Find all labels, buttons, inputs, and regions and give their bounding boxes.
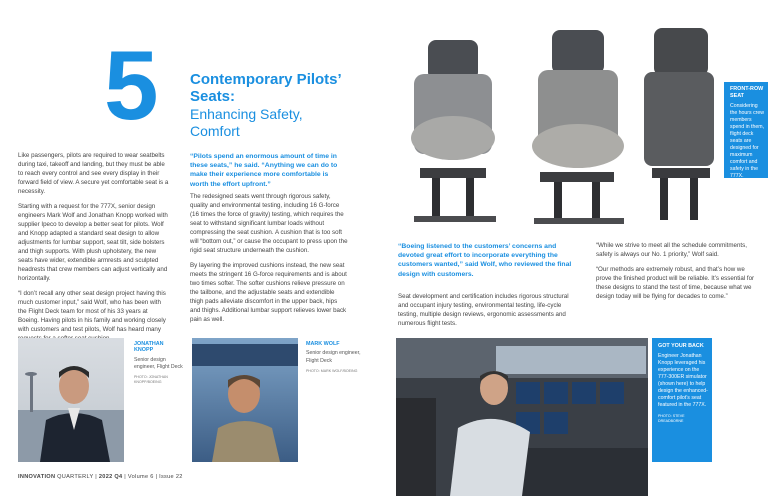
left-column [18,152,170,350]
middle-paragraph-1: The redesigned seats went through rigorous safety, quality and environmental testing, including 16 G-force (16 times the force of gravity) testing, which requires the seat to withstand significant lumbar loads without compressing the seat cushion. A cushion that is too soft will “bottom out,” or cause the occupant to press upon the rigid seat structure underneath the cushion. [190,193,348,254]
left-paragraph-1: Like passengers, pilots are required to wear seatbelts during taxi, takeoff and landing, but they must be able to reach every control and see every display in their forward field of view. A secure yet comfortable seat is a necessity. [18,152,169,195]
sidebar-body: Engineer Jonathan Knopp leveraged his experience on the 777-300ER simulator (shown here) to help design the enhanced-comfort pilot’s seat featured in the 777X. [658,352,708,408]
sidebar-front-row-seat [724,82,768,189]
pull-quote-2: “Boeing listened to the customers’ concerns and devoted great effort to incorporate everything the customers wanted,” said Wolf, who reviewed the final design with customers. [398,243,572,278]
right-paragraph-3: “Our methods are extremely robust, and that’s how we prove the finished product will be reliable. It’s essential for these designs to stand the test of time, because what we design today will be flying for decades to come.” [596,265,755,300]
bio-name: JONATHAN KNOPP [134,341,164,354]
knopp-photo [18,338,124,462]
right-column-b [596,242,756,308]
footer-brand: INNOVATION [18,474,56,480]
left-paragraph-2: Starting with a request for the 777X, senior design engineers Mark Wolf and Jonathan Knopp worked with supplier Ipeco to develop a better seat for pilots. Wolf and Knopp adapted a standard seat design to allow adjustments for lumbar support, seat tilt, side bolsters and thigh supports. With plush upholstery, the new seats have wider, extendible armrests and sculpted headrests that crew members can adjust vertically and horizontally. [18,202,168,282]
bio-name: MARK WOLF [306,341,340,347]
page-footer [18,474,183,480]
middle-column [190,193,348,331]
wolf-photo [192,338,298,462]
right-paragraph-2: “While we strive to meet all the schedule commitments, safety is always our No. 1 priority,” Wolf said. [596,242,747,258]
footer-details: | Volume 6 | Issue 22 [122,474,183,480]
sidebar-body: Considering the hours crew members spend in them, flight deck seats are designed for maximum comfort and safety in the 777X. [730,102,765,179]
photo-credit: PHOTO: IPECO [730,184,756,189]
photo-credit: PHOTO: MARK WOLF/BOEING [306,368,358,373]
right-column-a [398,293,574,335]
bio-knopp [134,341,184,384]
footer-quarterly: QUARTERLY | [55,474,99,480]
bio-role: Senior design engineer, Flight Deck [134,356,183,370]
left-paragraph-3: “I don’t recall any other seat design project having this much customer input,” said Wolf, who has been with the Flight Deck team for most of his 33 years at Boeing. Having pilots in his family and working closely with customers and test pilots, Wolf has heard many [18,289,166,333]
middle-paragraph-2: By layering the improved cushions instead, the new seat meets the stringent 16 G-force requirements and is about two times softer. The softer cushions relieve pressure on the tailbone, and the adjustable seats and extendible thigh pads alleviate discomfort in the upper back, hips and thighs. Additional lumbar support relieves lower back pain as well. [190,261,347,323]
right-paragraph-1: Seat development and certification includes rigorous structural and occupant injury testing, environmental testing, life-cycle testing, multiple design reviews, ergonomic assessments and numerous flight tests. [398,293,569,327]
cockpit-photo [396,338,648,496]
article-title: Contemporary Pilots’ Seats: [190,71,341,105]
bio-wolf [306,341,366,373]
seat-photo [384,18,718,240]
sidebar-title: FRONT-ROW SEAT [730,86,764,99]
photo-credit: PHOTO: STEVE DREADBORNE [658,413,685,423]
photo-credit: PHOTO: JONATHAN KNOPP/BOEING [134,375,168,384]
pull-quote-1: “Pilots spend an enormous amount of time in these seats,” he said. “Anything we can do to make their experience more comfortable is worth the effort upfront.” [190,153,338,188]
sidebar-title: GOT YOUR BACK [658,343,704,349]
section-number: 5 [104,30,159,140]
article-subtitle: Enhancing Safety, Comfort [190,106,303,139]
sidebar-got-your-back [652,338,712,462]
footer-issue: 2022 Q4 [98,474,123,480]
bio-role: Senior design engineer, Flight Deck [306,350,361,364]
